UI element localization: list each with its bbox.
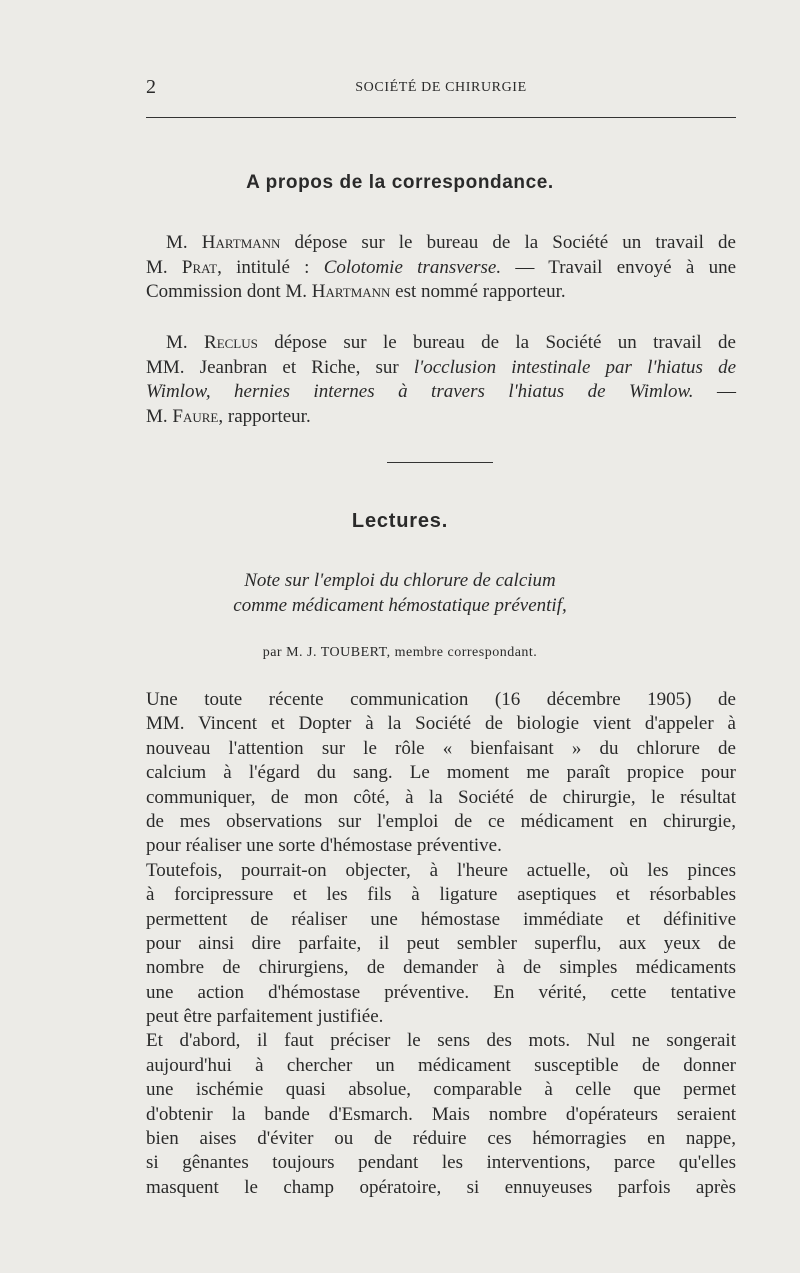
text-line: Commission dont M. Hartmann est nommé rapporteur. — [146, 281, 566, 303]
text-line: calcium à l'égard du sang. Le moment me paraît propice pour — [146, 762, 736, 784]
text-line: M. Faure, rapporteur. — [146, 406, 311, 428]
text-line: d'obtenir la bande d'Esmarch. Mais nombre d'opérateurs seraient — [146, 1103, 736, 1125]
page-header — [146, 76, 736, 100]
page-number: 2 — [146, 76, 156, 98]
text-line: masquent le champ opératoire, si ennuyeuses parfois après — [146, 1176, 736, 1198]
text-line: MM. Vincent et Dopter à la Société de biologie vient d'appeler à — [146, 713, 736, 735]
text-line: M. Reclus dépose sur le bureau de la Société un travail de — [166, 332, 736, 353]
section-heading-correspondance: A propos de la correspondance. — [246, 172, 554, 193]
text-line: si gênantes toujours pendant les interventions, parce qu'elles — [146, 1152, 736, 1174]
text-line: peut être parfaitement justifiée. — [146, 1006, 384, 1028]
text-line: aujourd'hui à chercher un médicament susceptible de donner — [146, 1054, 736, 1076]
text-line: M. Hartmann dépose sur le bureau de la Société un travail de — [166, 232, 736, 253]
text-line: pour réaliser une sorte d'hémostase préventive. — [146, 835, 502, 857]
paragraph-hartmann — [146, 231, 736, 305]
text-line: Wimlow, hernies internes à travers l'hiatus de Wimlow. — — [146, 381, 737, 403]
text-line: Une toute récente communication (16 décembre 1905) de — [146, 689, 736, 710]
text-line: une action d'hémostase préventive. En vérité, cette tentative — [146, 981, 736, 1003]
text-line: à forcipressure et les fils à ligature aseptiques et résorbables — [146, 884, 736, 906]
text-line: Et d'abord, il faut préciser le sens des mots. Nul ne songerait — [146, 1030, 736, 1052]
text-line: bien aises d'éviter ou de réduire ces hémorragies en nappe, — [146, 1128, 736, 1150]
text-line: une ischémie quasi absolue, comparable à celle que permet — [146, 1079, 736, 1101]
section-heading-lectures: Lectures. — [351, 510, 449, 532]
text-line: communiquer, de mon côté, à la Société de chirurgie, le résultat — [146, 786, 736, 808]
text-line: M. Prat, intitulé : Colotomie transverse. — Travail envoyé à une — [146, 256, 737, 278]
author-byline: par M. J. TOUBERT, membre correspondant. — [262, 645, 538, 660]
running-head: SOCIÉTÉ DE CHIRURGIE — [355, 80, 527, 95]
note-title-line-1: Note sur l'emploi du chlorure de calcium — [244, 570, 556, 591]
text-line: de mes observations sur l'emploi de ce médicament en chirurgie, — [146, 810, 736, 832]
text-line: MM. Jeanbran et Riche, sur l'occlusion intestinale par l'hiatus de — [146, 356, 737, 378]
article-body — [146, 688, 736, 1200]
text-line: nombre de chirurgiens, de demander à de simples médicaments — [146, 957, 736, 979]
note-title-line-2: comme médicament hémostatique préventif, — [233, 595, 567, 616]
header-rule — [146, 117, 736, 118]
text-line: nouveau l'attention sur le rôle « bienfaisant » du chlorure de — [146, 737, 736, 759]
text-line: permettent de réaliser une hémostase immédiate et définitive — [146, 908, 736, 930]
text-line: pour ainsi dire parfaite, il peut sembler superflu, aux yeux de — [146, 932, 736, 954]
section-divider — [387, 462, 493, 463]
text-line: Toutefois, pourrait-on objecter, à l'heure actuelle, où les pinces — [146, 859, 736, 881]
paragraph-reclus — [146, 331, 736, 430]
